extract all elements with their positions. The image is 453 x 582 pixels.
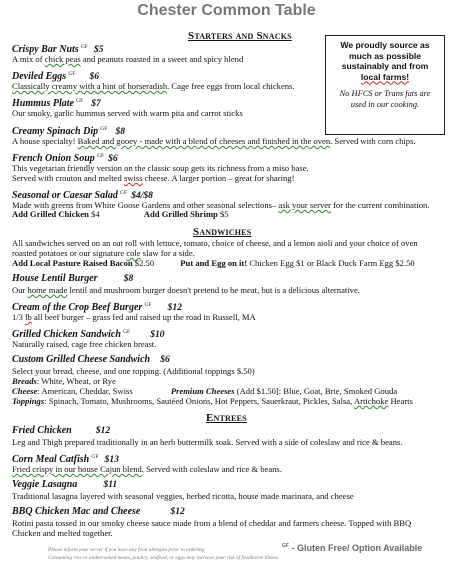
item-name: Crispy Bar Nuts <box>12 43 79 55</box>
menu-item-grilled-cheese <box>12 354 170 365</box>
gf-mark: GF <box>80 44 88 50</box>
item-price: $4/$8 <box>131 190 153 201</box>
raw-food-warning: Consuming raw or undercooked meats, poultry, seafood, or eggs may increase your risk of foodborne illness <box>48 555 279 561</box>
item-price: $6 <box>108 153 118 164</box>
sandwich-intro: All sandwiches served on an oat roll with lettuce, tomato, choice of cheese, and a lemon aioli and your choice of oven <box>12 238 418 248</box>
sourcing-line: much as possible <box>348 50 422 61</box>
item-price: $6 <box>89 71 99 82</box>
item-name: House Lentil Burger <box>12 273 98 284</box>
item-description: Chicken and melted together. <box>12 528 113 538</box>
section-heading-entrees: Entrees <box>206 412 247 424</box>
item-price: $13 <box>104 454 119 465</box>
item-name: Fried Chicken <box>12 425 72 436</box>
item-description: A mix of chick peas and peanuts roasted in a sweet and spicy blend <box>12 54 244 64</box>
item-name: Veggie Lasagna <box>12 479 78 490</box>
addon-bacon-price: $2.50 <box>134 258 155 268</box>
item-name: Custom Grilled Cheese Sandwich <box>12 354 151 365</box>
menu-item-hummus-plate <box>12 96 101 109</box>
option-cheese: Cheese: American, Cheddar, Swiss Premium Cheeses (Add $1.50]: Blue, Goat, Brie, Smoked Gouda <box>12 386 398 396</box>
sandwich-intro: roasted potatoes or our signature cole slaw for a side. <box>12 248 195 258</box>
menu-item-seasonal-salad <box>12 188 153 201</box>
gf-mark: GF <box>100 126 108 132</box>
item-price: $8 <box>123 274 134 284</box>
menu-item-beef-burger <box>12 300 182 313</box>
sourcing-info-box <box>325 35 445 135</box>
item-price: $5 <box>94 44 104 55</box>
menu-item-lentil-burger <box>12 273 133 284</box>
item-price: $8 <box>115 126 125 137</box>
menu-item-fried-chicken <box>12 425 110 436</box>
addon-chicken: Add Grilled Chicken <box>12 209 89 219</box>
item-description: This vegetarian friendly version on the classic soup gets its richness from a miso base. <box>12 163 309 173</box>
item-description: Leg and Thigh prepared traditionally in an herb buttermilk soak. Served with a side of coleslaw and rice & beans. <box>12 437 403 447</box>
gf-mark: GF <box>123 329 131 335</box>
item-price: $7 <box>91 98 101 109</box>
menu-item-deviled-eggs <box>12 69 99 82</box>
gf-mark: GF <box>68 71 76 77</box>
item-description: Fried crispy in our house Cajun blend. Served with coleslaw and rice & beans. <box>12 464 282 474</box>
item-name: Seasonal or Caesar Salad <box>12 189 118 201</box>
salad-addons <box>12 209 229 219</box>
item-name: Creamy Spinach Dip <box>12 125 99 137</box>
addon-egg: Put and Egg on it! <box>180 258 248 268</box>
sandwich-addons <box>12 258 415 268</box>
item-description: Rotini pasta tossed in our smoky cheese sauce made from a blend of cheddar and farmers cheese. Topped with BBQ <box>12 518 412 528</box>
gf-mark: GF <box>91 454 99 460</box>
item-price: $11 <box>103 480 118 490</box>
menu-item-grilled-chicken <box>12 327 165 340</box>
item-description: Our smoky, garlic hummus served with warm pita and carrot sticks <box>12 108 243 118</box>
sourcing-line: local farms! <box>360 71 410 82</box>
item-price: $12 <box>167 302 182 313</box>
item-name: Corn Meal Catfish <box>12 453 90 465</box>
page-title: Chester Common Table <box>137 2 316 19</box>
item-price: $10 <box>150 329 165 340</box>
gf-mark: GF <box>282 543 289 549</box>
item-price: $12 <box>170 507 185 517</box>
sourcing-line: We proudly source as <box>340 40 430 50</box>
fats-note: No HFCS or Trans fats are <box>339 89 431 98</box>
item-name: Grilled Chicken Sandwich <box>12 328 121 340</box>
menu-item-french-onion-soup <box>12 151 118 164</box>
sourcing-line: sustainably and from <box>341 61 429 71</box>
menu-item-veggie-lasagna <box>12 479 117 490</box>
option-toppings: Toppings: Spinach, Tomato, Mushrooms, Sautéed Onions, Hot Peppers, Sauerkraut, Pickles, Salsa, Artichoke Hearts <box>12 396 413 406</box>
item-name: Cream of the Crop Beef Burger <box>12 301 143 313</box>
gf-mark: GF <box>144 302 152 308</box>
menu-item-creamy-spinach-dip <box>12 124 125 137</box>
item-description: Made with greens from White Goose Gardens and other seasonal selections– ask your server for the current combination. <box>12 200 430 210</box>
section-heading-sandwiches: Sandwiches <box>193 226 252 238</box>
item-price: $6 <box>160 355 170 365</box>
item-description: A house specialty! Baked and gooey - made with a blend of cheeses and finished in the oven. Served with corn chips. <box>12 136 416 146</box>
item-price: $12 <box>95 426 111 436</box>
gluten-free-legend: $^{GF}$ - Gluten Free/ Option Available <box>282 543 423 553</box>
menu-item-bbq-mac <box>12 506 185 517</box>
menu-item-crispy-bar-nuts <box>12 42 104 55</box>
item-description: Served with crouton and melted swiss cheese. A larger portion – great for sharing! <box>12 173 295 183</box>
fats-note: used in our cooking. <box>350 99 420 109</box>
addon-bacon: Add Local Pasture Raised Bacon <box>12 258 133 268</box>
item-description: Traditional lasagna layered with seasonal veggies, herbed ricotta, house made marinara, and cheese <box>12 491 354 501</box>
addon-egg-detail: Chicken Egg $1 or Black Duck Farm Egg $2.50 <box>249 258 415 268</box>
gf-mark: GF <box>96 153 104 159</box>
option-breads: Breads: White, Wheat, or Rye <box>12 376 116 386</box>
item-description: Select your bread, cheese, and one topping. (Additional toppings $.50) <box>12 366 255 376</box>
item-name: BBQ Chicken Mac and Cheese <box>12 506 141 517</box>
addon-shrimp: Add Grilled Shrimp <box>143 209 218 219</box>
menu-item-catfish <box>12 452 119 465</box>
item-name: Deviled Eggs <box>12 70 67 82</box>
item-description: Naturally raised, cage free chicken breast. <box>12 339 157 349</box>
allergy-note: Please inform your server if you have any food allergies prior to ordering <box>48 547 205 553</box>
gf-mark: GF <box>120 190 128 196</box>
item-name: French Onion Soup <box>12 152 95 164</box>
section-heading-starters: Starters and Snacks <box>188 30 292 42</box>
addon-chicken-price: $4 <box>91 209 100 219</box>
addon-shrimp-price: $5 <box>219 209 229 219</box>
gf-mark: GF <box>76 98 84 104</box>
item-description: Classically creamy with a hint of horseradish. Cage free eggs from local chickens. <box>12 81 295 91</box>
item-name: Hummus Plate <box>12 97 74 109</box>
item-description: Our home made lentil and mushroom burger doesn't pretend to be meat, but is a delicious alternative. <box>12 285 360 295</box>
item-description: 1/3 lb all beef burger – grass fed and raised up the road in Russell, MA <box>12 312 256 322</box>
